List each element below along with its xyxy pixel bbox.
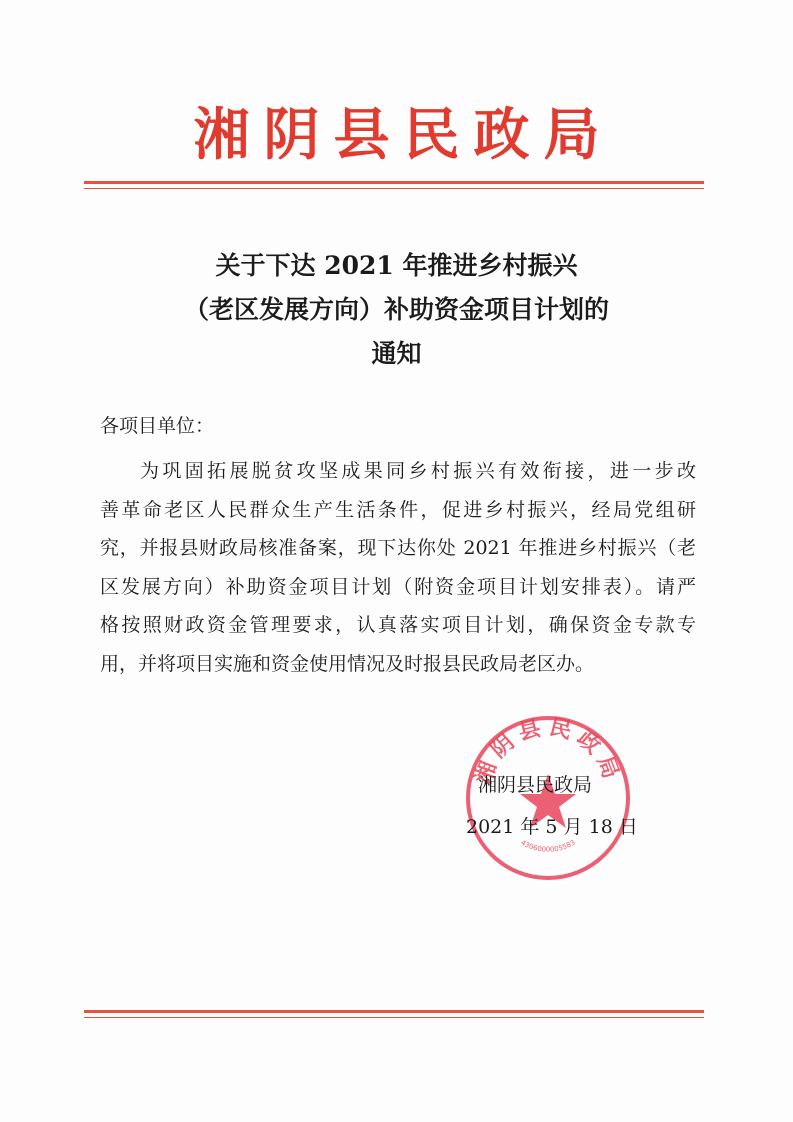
body-line: 善革命老区人民群众生产生活条件，促进乡村振兴，经局党组研 [100,498,696,521]
salutation: 各项目单位： [100,415,215,437]
letterhead-title: 湘阴县民政局 [193,102,614,168]
document-title-line-3: 通知 [371,339,422,368]
letterhead-rule-thin [84,188,704,189]
footer-rule-thin [84,1017,704,1018]
signer-name: 湘阴县民政局 [478,774,593,796]
seal-serial: 4306000005583 [519,838,577,854]
body-line: 格按照财政资金管理要求，认真落实项目计划，确保资金专款专 [100,614,696,636]
document-title-line-2: （老区发展方向）补助资金项目计划的 [183,295,609,324]
letterhead-rule [84,181,704,184]
document-title-line-1: 关于下达 2021 年推进乡村振兴 [215,251,578,280]
body-line: 究，并报县财政局核准备案，现下达你处 2021 年推进乡村振兴（老 [100,537,696,559]
body-line: 为巩固拓展脱贫攻坚成果同乡村振兴有效衔接，进一步改 [140,460,696,482]
footer-rule [84,1010,704,1013]
sign-date: 2021 年 5 月 18 日 [466,816,638,838]
body-line: 区发展方向）补助资金项目计划（附资金项目计划安排表）。请严 [100,575,696,598]
body-paragraph [100,452,696,683]
body-line: 用，并将项目实施和资金使用情况及时报县民政局老区办。 [100,652,595,675]
seal-text: 湘阴县民政局 [470,713,626,788]
document-title [120,244,673,376]
